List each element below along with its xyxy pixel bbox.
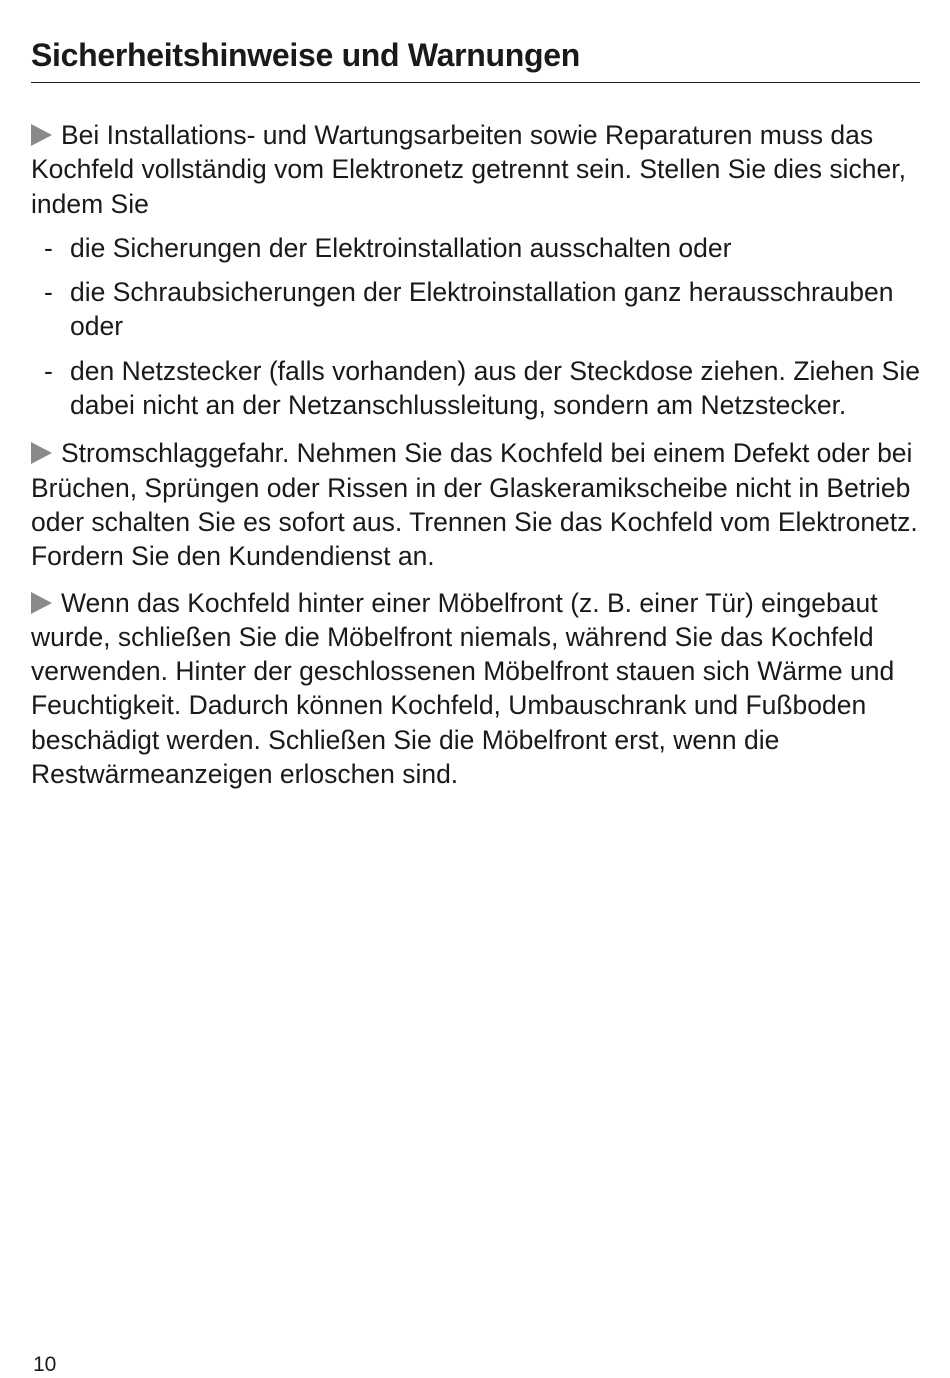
triangle-right-icon	[31, 124, 52, 146]
list-item	[31, 275, 920, 344]
list-marker: -	[44, 277, 53, 308]
warning-paragraph-installation	[31, 118, 920, 221]
warning-paragraph-furniture-front	[31, 586, 920, 792]
list-item-text: die Sicherungen der Elektroinstallation ausschalten oder	[70, 232, 732, 263]
warning-paragraph-electric-shock	[31, 436, 920, 573]
list-marker: -	[44, 232, 53, 263]
triangle-right-icon	[31, 592, 52, 614]
paragraph-text: Bei Installations- und Wartungsarbeiten sowie Reparaturen muss das Kochfeld vollständig vom Elektronetz getrennt sein. Stellen Sie dies sicher, indem Sie	[31, 120, 906, 219]
list-item	[31, 354, 920, 423]
paragraph-text: Stromschlaggefahr. Nehmen Sie das Kochfeld bei einem Defekt oder bei Brüchen, Sprüngen oder Rissen in der Glaskeramikscheibe nicht in Betrieb oder schalten Sie es sofort aus. Trennen Sie das Kochfeld vom Elektronetz. Fordern Sie den Kundendienst an.	[31, 438, 918, 572]
triangle-right-icon	[31, 442, 52, 464]
list-item-text: den Netzstecker (falls vorhanden) aus der Steckdose ziehen. Ziehen Sie dabei nicht an der Netzanschlussleitung, sondern am Netzstecker.	[70, 355, 920, 421]
list-item	[31, 231, 920, 265]
paragraph-text: Wenn das Kochfeld hinter einer Möbelfront (z. B. einer Tür) eingebaut wurde, schließen Sie die Möbelfront niemals, während Sie das Kochfeld verwenden. Hinter der geschlossenen Möbelfront stauen sich Wärme und Feuchtigkeit. Dadurch können Kochfeld, Umbauschrank und Fußboden beschädigt werden. Schließen Sie die Möbelfront erst, wenn die Restwärmeanzeigen erloschen sind.	[31, 587, 895, 790]
list-item-text: die Schraubsicherungen der Elektroinstallation ganz herausschrauben oder	[70, 277, 894, 342]
safety-instructions	[31, 118, 920, 803]
section-heading: Sicherheitshinweise und Warnungen	[31, 36, 920, 83]
disconnect-steps-list	[31, 231, 920, 422]
list-marker: -	[44, 355, 53, 386]
page-number: 10	[33, 1353, 57, 1376]
